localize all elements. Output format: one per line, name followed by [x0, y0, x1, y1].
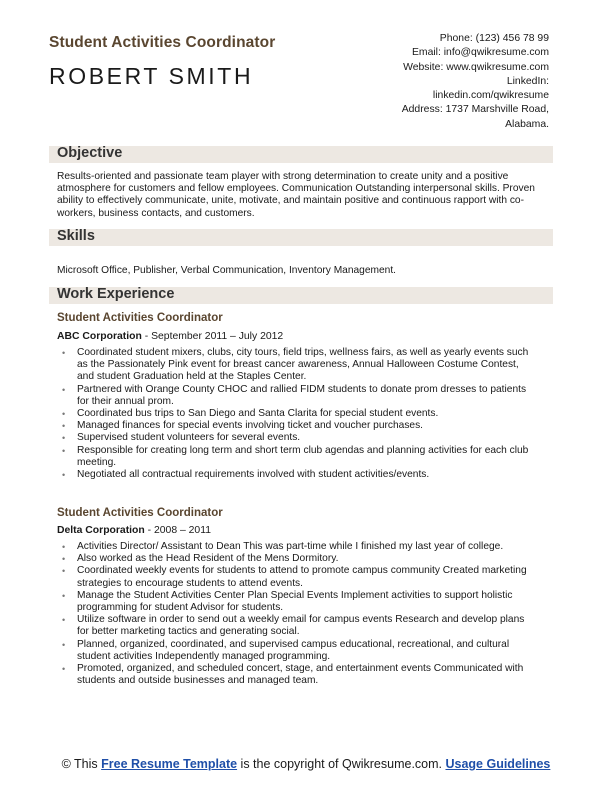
website-label: Website:	[403, 61, 447, 73]
job-2-title: Student Activities Coordinator	[57, 507, 223, 519]
list-item: • Also worked as the Head Resident of the Mens Dormitory.	[62, 553, 536, 565]
contact-phone: Phone: (123) 456 78 99	[439, 33, 549, 44]
list-item: • Promoted, organized, and scheduled concert, stage, and entertainment events Communicated with students and outside businesses and managed team.	[62, 663, 536, 687]
objective-text: Results-oriented and passionate team player with strong determination to create unity and a positive atmosphere for customers and fellow employees. Communication Outstanding interpersonal skills. Proven ability to effectively communicate, unite, motivate, and maintain positive and continuous rapport with co-workers, business contacts, and customers.	[57, 171, 535, 219]
list-item: • Managed finances for special events involving ticket and voucher purchases.	[62, 420, 536, 432]
list-item: • Responsible for creating long term and short term club agendas and planning activities for each club meeting.	[62, 445, 536, 469]
list-item: • Negotiated all contractual requirements involved with student activities/events.	[62, 469, 536, 481]
list-item: • Activities Director/ Assistant to Dean This was part-time while I finished my last year of college.	[62, 541, 536, 553]
objective-section-header	[49, 146, 553, 163]
skills-section-header	[49, 229, 553, 246]
job-1-dates: - September 2011 – July 2012	[141, 331, 284, 342]
header-job-title: Student Activities Coordinator	[49, 34, 276, 51]
skills-heading: Skills	[57, 228, 95, 244]
website-link[interactable]: www.qwikresume.com	[446, 61, 549, 73]
list-item: • Supervised student volunteers for several events.	[62, 432, 536, 444]
job-1-company: ABC Corporation	[57, 331, 142, 342]
contact-block	[309, 32, 549, 132]
list-item: • Coordinated bus trips to San Diego and Santa Clarita for special student events.	[62, 408, 536, 420]
list-item: • Partnered with Orange County CHOC and rallied FIDM students to donate prom dresses to patients for their annual prom.	[62, 384, 536, 408]
contact-linkedin: linkedin.com/qwikresume	[432, 90, 549, 102]
objective-heading: Objective	[57, 145, 123, 161]
job-1-company-line	[57, 331, 283, 342]
contact-address-line2: Alabama.	[505, 118, 549, 130]
contact-email: Email: info@qwikresume.com	[411, 47, 549, 59]
job-2-company: Delta Corporation	[57, 525, 145, 536]
usage-guidelines-link[interactable]: Usage Guidelines	[445, 757, 551, 771]
list-item: • Coordinated weekly events for students to attend to promote campus community Created marketing strategies to encourage students to attend events.	[62, 565, 536, 589]
contact-linkedin-label: LinkedIn:	[506, 75, 549, 87]
list-item: • Utilize software in order to send out a weekly email for campus events Research and develop plans for better marketing tactics and generating social.	[62, 614, 536, 638]
footer-copyright	[49, 757, 563, 771]
work-section-header	[49, 287, 553, 304]
list-item: • Planned, organized, coordinated, and supervised campus educational, recreational, and cultural student activities Independently managed programming.	[62, 639, 536, 663]
list-item: • Coordinated student mixers, clubs, city tours, field trips, wellness fairs, as well as yearly events such as the Passionately Pink event for breast cancer awareness, Annual Halloween Costume Contest, and student Graduation held at the Staples Center.	[62, 347, 536, 384]
job-1-title: Student Activities Coordinator	[57, 312, 223, 324]
contact-website	[309, 61, 549, 75]
free-resume-template-link[interactable]: Free Resume Template	[101, 757, 238, 771]
job-2-company-line	[57, 525, 211, 536]
job-2-dates: - 2008 – 2011	[144, 525, 211, 536]
footer-prefix: © This	[61, 757, 102, 771]
list-item: • Manage the Student Activities Center Plan Special Events Implement activities to support holistic programming for student Advisor for students.	[62, 590, 536, 614]
skills-text: Microsoft Office, Publisher, Verbal Communication, Inventory Management.	[57, 265, 396, 276]
footer-middle: is the copyright of Qwikresume.com.	[237, 757, 446, 771]
job-2-bullets	[62, 541, 536, 687]
job-1-bullets	[62, 347, 536, 481]
candidate-name: ROBERT SMITH	[49, 63, 254, 89]
contact-address: Address: 1737 Marshville Road,	[401, 104, 549, 116]
work-heading: Work Experience	[57, 286, 175, 302]
